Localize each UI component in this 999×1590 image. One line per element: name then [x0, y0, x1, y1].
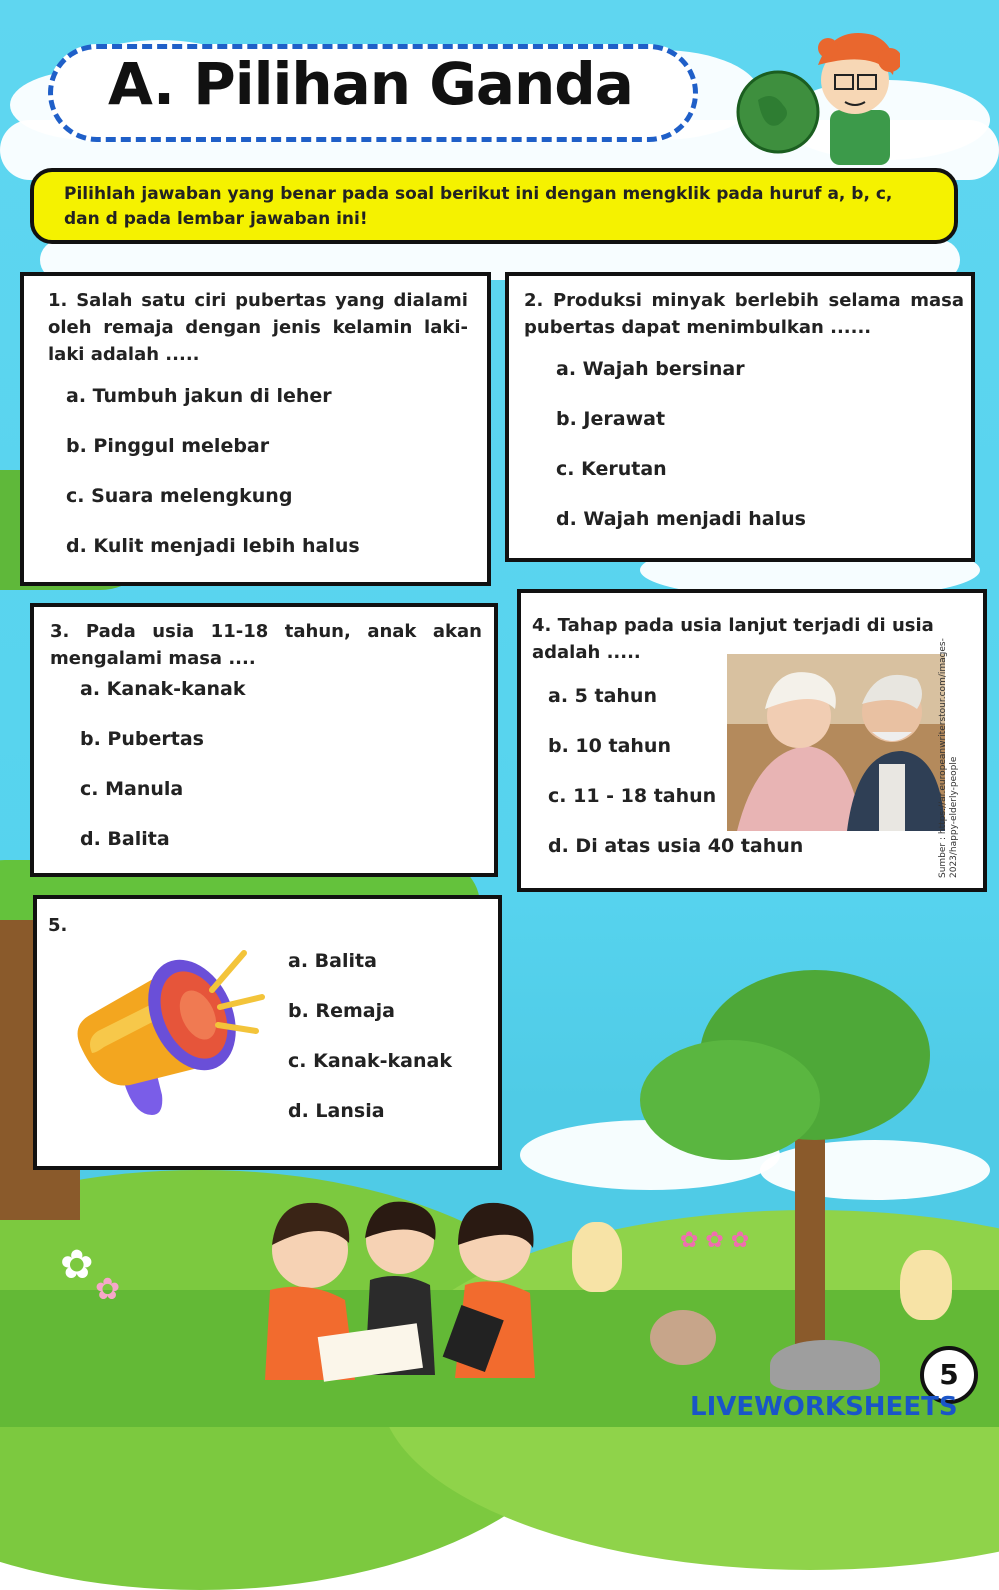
- question-2-text: [524, 287, 964, 341]
- q5-option-a[interactable]: a. Balita: [288, 950, 377, 972]
- question-text: Salah satu ciri pubertas yang dialami oleh remaja dengan jenis kelamin laki-laki adalah .....: [48, 290, 468, 365]
- q1-option-c[interactable]: c. Suara melengkung: [66, 485, 293, 507]
- question-text: Pada usia 11-18 tahun, anak akan mengalami masa ....: [50, 621, 482, 669]
- question-number: 2.: [524, 290, 544, 311]
- children-reading-illustration: [240, 1190, 560, 1390]
- q3-option-a[interactable]: a. Kanak-kanak: [80, 678, 246, 700]
- q2-option-c[interactable]: c. Kerutan: [556, 458, 667, 480]
- liveworksheets-logo[interactable]: LIVEWORKSHEETS: [690, 1392, 958, 1422]
- chicken-illustration: [900, 1250, 952, 1320]
- question-text: Produksi minyak berlebih selama masa pubertas dapat menimbulkan ......: [524, 290, 964, 338]
- q1-option-b[interactable]: b. Pinggul melebar: [66, 435, 270, 457]
- q3-option-b[interactable]: b. Pubertas: [80, 728, 204, 750]
- chicken-illustration: [572, 1222, 622, 1292]
- globe-character-illustration: [730, 20, 900, 170]
- megaphone-icon: [72, 945, 272, 1135]
- q1-option-d[interactable]: d. Kulit menjadi lebih halus: [66, 535, 360, 557]
- page-title: A. Pilihan Ganda: [108, 50, 633, 118]
- question-number: 3.: [50, 621, 70, 642]
- q2-option-a[interactable]: a. Wajah bersinar: [556, 358, 745, 380]
- q4-option-c[interactable]: c. 11 - 18 tahun: [548, 785, 717, 807]
- q3-option-c[interactable]: c. Manula: [80, 778, 184, 800]
- q2-option-b[interactable]: b. Jerawat: [556, 408, 666, 430]
- page-number: 5: [920, 1346, 978, 1404]
- elderly-couple-photo: [727, 654, 945, 831]
- rabbit-illustration: [650, 1310, 716, 1365]
- image-credit: Sumber : https://ar.europeanwriterstour.com/images-2023/happy-elderly-people: [938, 638, 959, 878]
- tree-trunk: [795, 1120, 825, 1350]
- q3-option-d[interactable]: d. Balita: [80, 828, 170, 850]
- rock: [770, 1340, 880, 1390]
- q5-option-c[interactable]: c. Kanak-kanak: [288, 1050, 452, 1072]
- q5-option-b[interactable]: b. Remaja: [288, 1000, 395, 1022]
- q4-option-a[interactable]: a. 5 tahun: [548, 685, 657, 707]
- q5-option-d[interactable]: d. Lansia: [288, 1100, 385, 1122]
- flower-icon: ✿: [60, 1242, 94, 1288]
- flower-icon: ✿: [95, 1272, 121, 1307]
- question-number: 1.: [48, 290, 68, 311]
- q2-option-d[interactable]: d. Wajah menjadi halus: [556, 508, 806, 530]
- q4-option-d[interactable]: d. Di atas usia 40 tahun: [548, 835, 804, 857]
- question-number: 4.: [532, 615, 552, 636]
- instruction-box: Pilihlah jawaban yang benar pada soal berikut ini dengan mengklik pada huruf a, b, c, dan d pada lembar jawaban ini!: [30, 168, 958, 244]
- tree-foliage: [640, 1040, 820, 1160]
- question-5-number: 5.: [48, 915, 68, 936]
- question-1-text: [48, 287, 468, 368]
- q1-option-a[interactable]: a. Tumbuh jakun di leher: [66, 385, 332, 407]
- flower-icon: ✿ ✿ ✿: [680, 1228, 750, 1253]
- question-3-text: [50, 618, 482, 672]
- q4-option-b[interactable]: b. 10 tahun: [548, 735, 671, 757]
- question-text: Tahap pada usia lanjut terjadi di usia adalah .....: [532, 615, 934, 663]
